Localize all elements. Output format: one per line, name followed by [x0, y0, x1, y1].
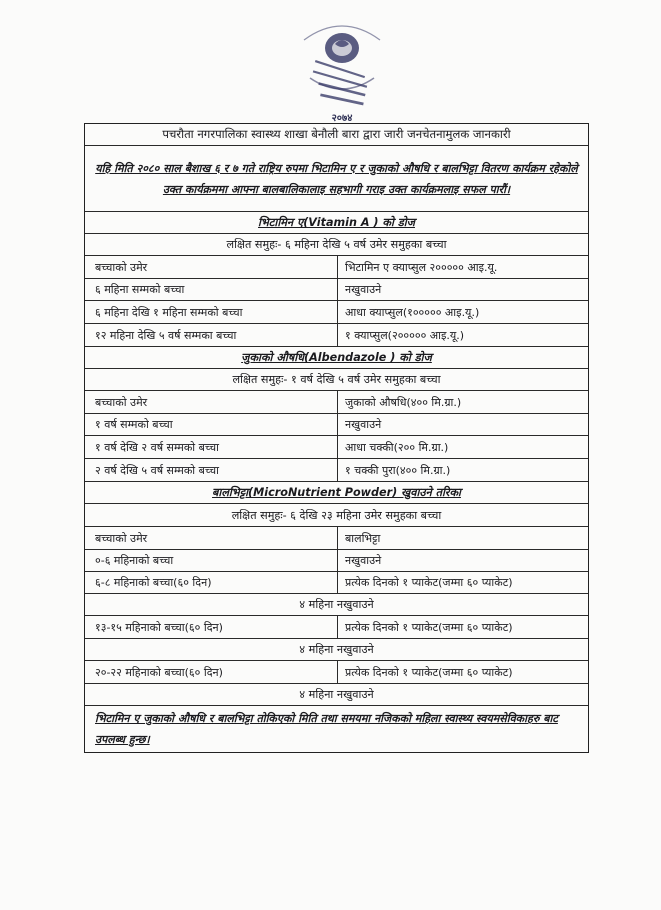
age-cell: ६ महिना सम्मको बच्चा: [85, 279, 338, 300]
albendazole-target: लक्षित समुहः- १ वर्ष देखि ५ वर्ष उमेर समुहका बच्चा: [85, 369, 588, 391]
table-row: [85, 414, 588, 436]
pause-row: ४ महिना नखुवाउने: [85, 594, 588, 616]
dose-cell: १ क्याप्सुल(२००००० आइ.यू.): [345, 328, 465, 342]
balvita-target: लक्षित समुहः- ६ देखि २३ महिना उमेर समुहका बच्चा: [85, 504, 588, 527]
vitamin-a-header-row: [85, 256, 588, 279]
notice-table: [84, 123, 589, 753]
age-cell: १३-१५ महिनाको बच्चा(६० दिन): [85, 616, 338, 638]
intro-text: यहि मिति २०८० साल बैशाख ६ र ७ गते राष्ट्रिय रुपमा भिटामिन ए र जुकाको औषधि र बालभिट्टा वितरण कार्यक्रम रहेकोले उक्त कार्यक्रममा आफ्ना बालबालिकालाइ सहभागी गराइ उक्त कार्यक्रमलाइ सफल पारौं।: [95, 161, 578, 196]
footer-row: [85, 706, 588, 752]
dose-cell: आधा चक्की(२०० मि.ग्रा.): [345, 440, 449, 454]
table-row: [85, 324, 588, 347]
age-cell: २ वर्ष देखि ५ वर्ष सम्मको बच्चा: [85, 459, 338, 481]
balvita-heading-row: [85, 482, 588, 504]
age-cell: १२ महिना देखि ५ वर्ष सम्मका बच्चा: [85, 324, 338, 346]
dose-cell: प्रत्येक दिनको १ प्याकेट(जम्मा ६० प्याकेट): [345, 665, 513, 679]
age-cell: १ वर्ष सम्मको बच्चा: [85, 414, 338, 435]
column-header-dose: जुकाको औषधि(४०० मि.ग्रा.): [345, 395, 462, 409]
age-cell: ०-६ महिनाको बच्चा: [85, 550, 338, 571]
dose-cell: नखुवाउने: [345, 554, 382, 567]
vitamin-a-heading: भिटामिन ए(Vitamin A ) को डोज: [258, 216, 415, 229]
table-row: [85, 550, 588, 572]
pause-row: ४ महिना नखुवाउने: [85, 639, 588, 661]
dose-cell: नखुवाउने: [345, 283, 382, 296]
seal-emblem-icon: [296, 18, 388, 133]
balvita-heading: बालभिट्टा(MicroNutrient Powder) खुवाउने तरिका: [212, 486, 461, 499]
column-header-dose: भिटामिन ए क्याप्सुल २००००० आइ.यू.: [345, 260, 498, 274]
table-row: [85, 436, 588, 459]
dose-cell: प्रत्येक दिनको १ प्याकेट(जम्मा ६० प्याकेट): [345, 576, 513, 589]
seal-year: २०७४: [331, 113, 353, 124]
balvita-header-row: [85, 527, 588, 550]
column-header-age: बच्चाको उमेर: [85, 256, 338, 278]
age-cell: ६-८ महिनाको बच्चा(६० दिन): [85, 572, 338, 593]
table-row: [85, 661, 588, 684]
column-header-age: बच्चाको उमेर: [85, 391, 338, 413]
table-row: [85, 459, 588, 482]
dose-cell: नखुवाउने: [345, 418, 382, 431]
age-cell: २०-२२ महिनाको बच्चा(६० दिन): [85, 661, 338, 683]
pause-row: ४ महिना नखुवाउने: [85, 684, 588, 706]
notice-title: पचरौता नगरपालिका स्वास्थ्य शाखा बेनौली बारा द्वारा जारी जनचेतनामुलक जानकारी: [85, 124, 588, 146]
intro-row: [85, 146, 588, 212]
albendazole-heading-row: [85, 347, 588, 369]
vitamin-a-target: लक्षित समुहः- ६ महिना देखि ५ वर्ष उमेर समुहका बच्चा: [85, 234, 588, 256]
table-row: [85, 616, 588, 639]
table-row: [85, 279, 588, 301]
age-cell: १ वर्ष देखि २ वर्ष सम्मको बच्चा: [85, 436, 338, 458]
age-cell: ६ महिना देखि १ महिना सम्मको बच्चा: [85, 301, 338, 323]
table-row: [85, 572, 588, 594]
dose-cell: १ चक्की पुरा(४०० मि.ग्रा.): [345, 463, 451, 477]
column-header-age: बच्चाको उमेर: [85, 527, 338, 549]
municipality-seal: [296, 18, 388, 133]
footer-text: भिटामिन ए जुकाको औषधि र बालभिट्टा तोकिएको मिति तथा समयमा नजिकको महिला स्वास्थ्य स्वयमसेविकाहरु बाट उपलब्ध हुन्छ।: [95, 712, 558, 746]
dose-cell: आधा क्याप्सुल(१००००० आइ.यू.): [345, 305, 480, 319]
table-row: [85, 301, 588, 324]
vitamin-a-heading-row: [85, 212, 588, 234]
column-header-dose: बालभिट्टा: [345, 531, 381, 545]
dose-cell: प्रत्येक दिनको १ प्याकेट(जम्मा ६० प्याकेट): [345, 620, 513, 634]
albendazole-heading: जुकाको औषधि(Albendazole ) को डोज: [241, 351, 432, 364]
albendazole-header-row: [85, 391, 588, 414]
